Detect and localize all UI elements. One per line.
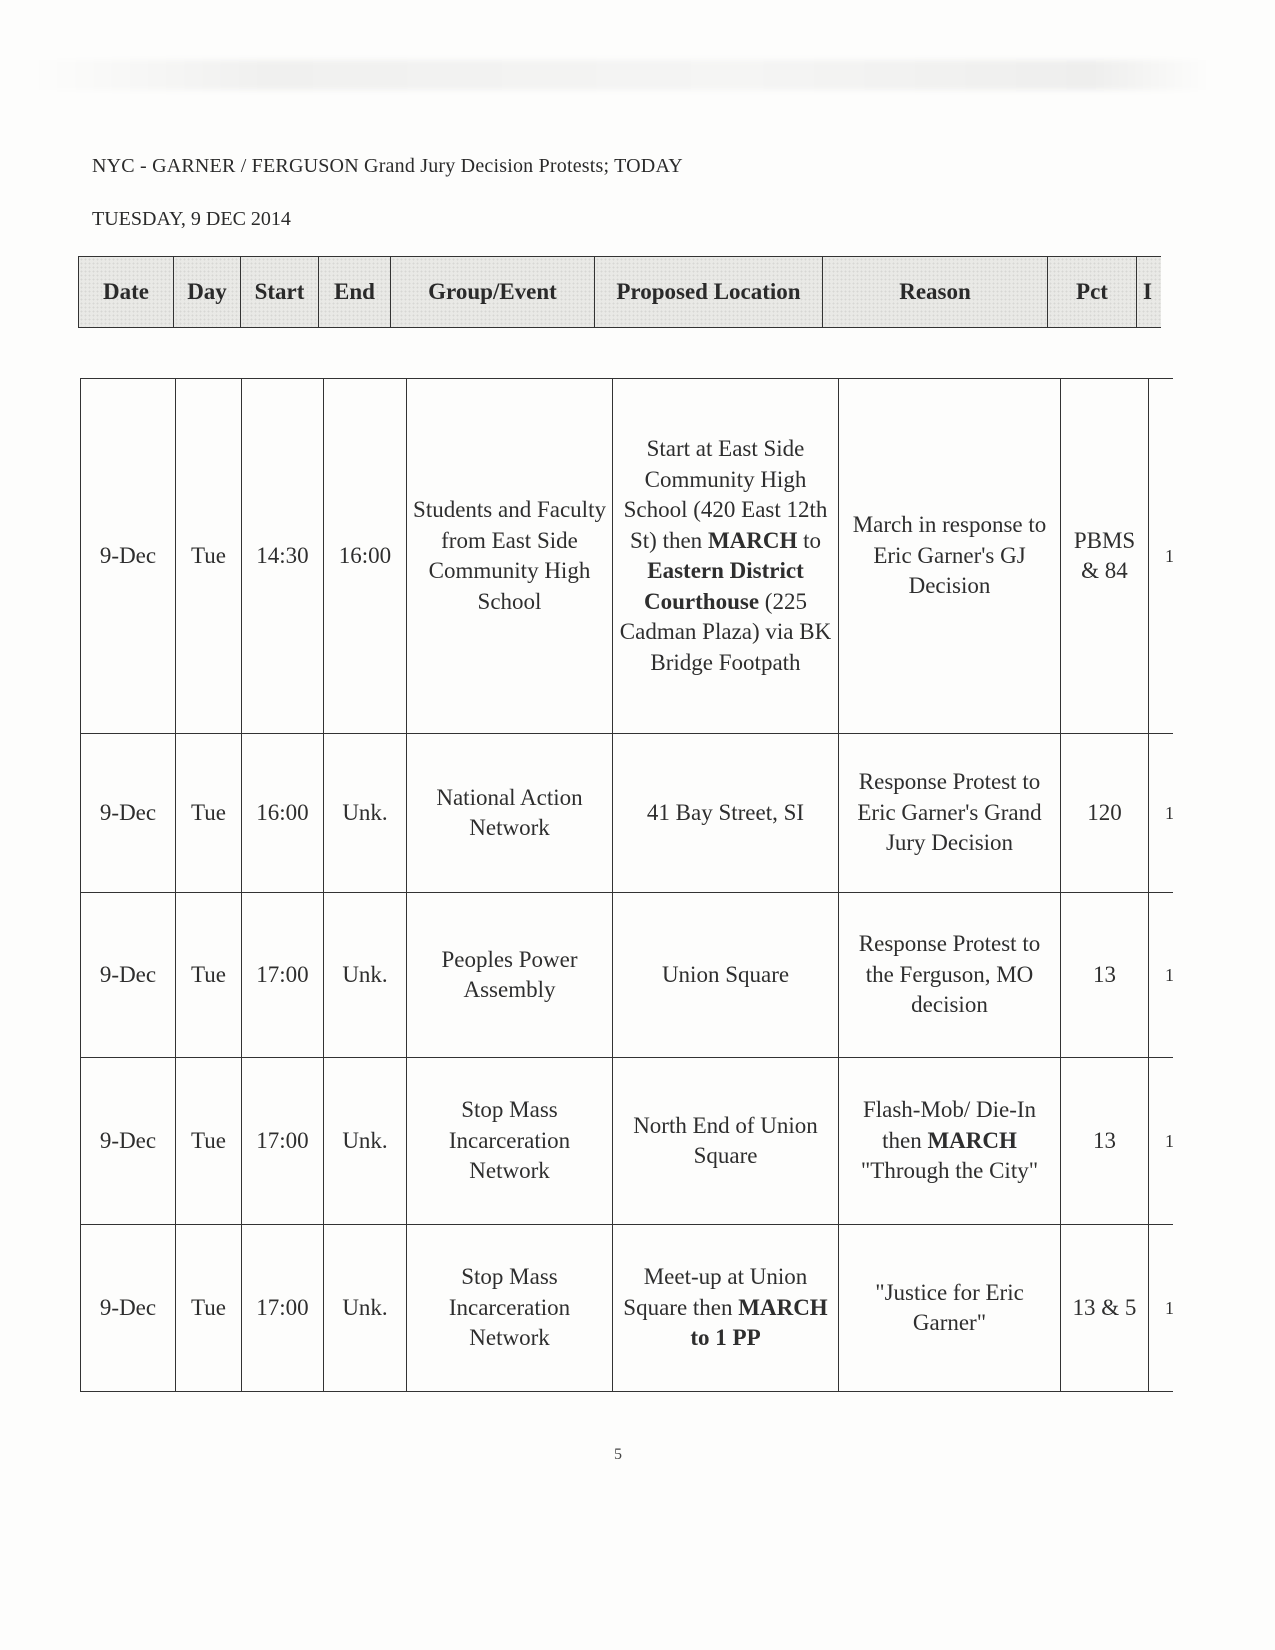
cell-proposed-location: [613, 1058, 839, 1225]
cell-day: Tue: [176, 734, 242, 893]
column-header-truncated: I: [1137, 257, 1161, 328]
cell-truncated: 1: [1149, 1058, 1173, 1225]
text-segment: Flash-Mob/ Die-In then: [862, 1097, 1037, 1153]
cell-group-event: Stop Mass Incarceration Network: [407, 1225, 613, 1392]
cell-truncated: 1: [1149, 1225, 1173, 1392]
column-header-day: Day: [174, 257, 241, 328]
cell-group-event: Stop Mass Incarceration Network: [407, 1058, 613, 1225]
text-segment: Response Protest to the Ferguson, MO decision: [858, 931, 1041, 1018]
cell-reason: [839, 1058, 1061, 1225]
cell-truncated: 1: [1149, 379, 1173, 734]
text-segment: North End of Union Square: [633, 1112, 818, 1168]
cell-end-time: Unk.: [324, 1225, 407, 1392]
protest-table: [80, 378, 1173, 1392]
cell-proposed-location: [613, 1225, 839, 1392]
cell-proposed-location: [613, 379, 839, 734]
cell-date: 9-Dec: [81, 893, 176, 1058]
table-row: [81, 379, 1173, 734]
cell-end-time: Unk.: [324, 734, 407, 893]
scan-artifact: [30, 60, 1210, 90]
bold-text-segment: MARCH: [927, 1127, 1017, 1153]
cell-reason: [839, 893, 1061, 1058]
page-number: 5: [614, 1446, 622, 1463]
cell-day: Tue: [176, 1058, 242, 1225]
header-table: [78, 256, 1161, 328]
cell-date: 9-Dec: [81, 1058, 176, 1225]
cell-day: Tue: [176, 379, 242, 734]
cell-precinct: 13: [1061, 893, 1149, 1058]
text-segment: Response Protest to Eric Garner's Grand Jury Decision: [857, 769, 1042, 856]
cell-truncated: 1: [1149, 893, 1173, 1058]
column-header-proposed-location-label: Proposed Location: [616, 279, 801, 304]
table-row: [81, 893, 1173, 1058]
table-row: [81, 1058, 1173, 1225]
cell-day: Tue: [176, 893, 242, 1058]
cell-group-event: Peoples Power Assembly: [407, 893, 613, 1058]
cell-start-time: 16:00: [242, 734, 324, 893]
cell-start-time: 17:00: [242, 1225, 324, 1392]
cell-start-time: 17:00: [242, 1058, 324, 1225]
cell-group-event: Students and Faculty from East Side Community High School: [407, 379, 613, 734]
column-header-pct: Pct: [1048, 257, 1137, 328]
cell-end-time: 16:00: [324, 379, 407, 734]
cell-date: 9-Dec: [81, 379, 176, 734]
cell-date: 9-Dec: [81, 734, 176, 893]
text-segment: Start at East Side Community High School (420 East 12th St) then: [623, 436, 828, 553]
cell-truncated: 1: [1149, 734, 1173, 893]
cell-date: 9-Dec: [81, 1225, 176, 1392]
text-segment: to: [797, 527, 822, 553]
column-header-date: Date: [79, 257, 174, 328]
cell-proposed-location: [613, 734, 839, 893]
text-segment: "Through the City": [860, 1158, 1039, 1184]
bold-text-segment: MARCH: [707, 527, 798, 553]
cell-start-time: 14:30: [242, 379, 324, 734]
cell-reason: [839, 379, 1061, 734]
cell-precinct: 13: [1061, 1058, 1149, 1225]
cell-day: Tue: [176, 1225, 242, 1392]
column-header-group-event: Group/Event: [391, 257, 595, 328]
text-segment: Meet-up at Union Square then: [623, 1264, 808, 1320]
table-row: [81, 1225, 1173, 1392]
text-segment: 41 Bay Street, SI: [646, 799, 805, 825]
cell-reason: [839, 1225, 1061, 1392]
cell-precinct: 120: [1061, 734, 1149, 893]
column-header-reason: Reason: [823, 257, 1048, 328]
document-date: TUESDAY, 9 DEC 2014: [92, 208, 291, 230]
document-title: NYC - GARNER / FERGUSON Grand Jury Decision Protests; TODAY: [92, 155, 683, 177]
text-segment: March in response to Eric Garner's GJ Decision: [852, 512, 1047, 599]
table-row: [81, 734, 1173, 893]
text-segment: "Justice for Eric Garner": [875, 1279, 1024, 1335]
cell-start-time: 17:00: [242, 893, 324, 1058]
column-header-start: Start: [241, 257, 319, 328]
cell-reason: [839, 734, 1061, 893]
cell-group-event: National Action Network: [407, 734, 613, 893]
cell-precinct: 13 & 5: [1061, 1225, 1149, 1392]
text-segment: Union Square: [661, 961, 790, 987]
cell-end-time: Unk.: [324, 1058, 407, 1225]
text-segment: (225 Cadman Plaza) via BK Bridge Footpath: [619, 588, 832, 675]
column-header-end: End: [319, 257, 391, 328]
column-header-proposed-location: [595, 257, 823, 328]
bold-text-segment: Eastern District Courthouse: [644, 558, 804, 614]
cell-precinct: PBMS & 84: [1061, 379, 1149, 734]
cell-proposed-location: [613, 893, 839, 1058]
cell-end-time: Unk.: [324, 893, 407, 1058]
bold-text-segment: MARCH to 1 PP: [690, 1294, 828, 1351]
